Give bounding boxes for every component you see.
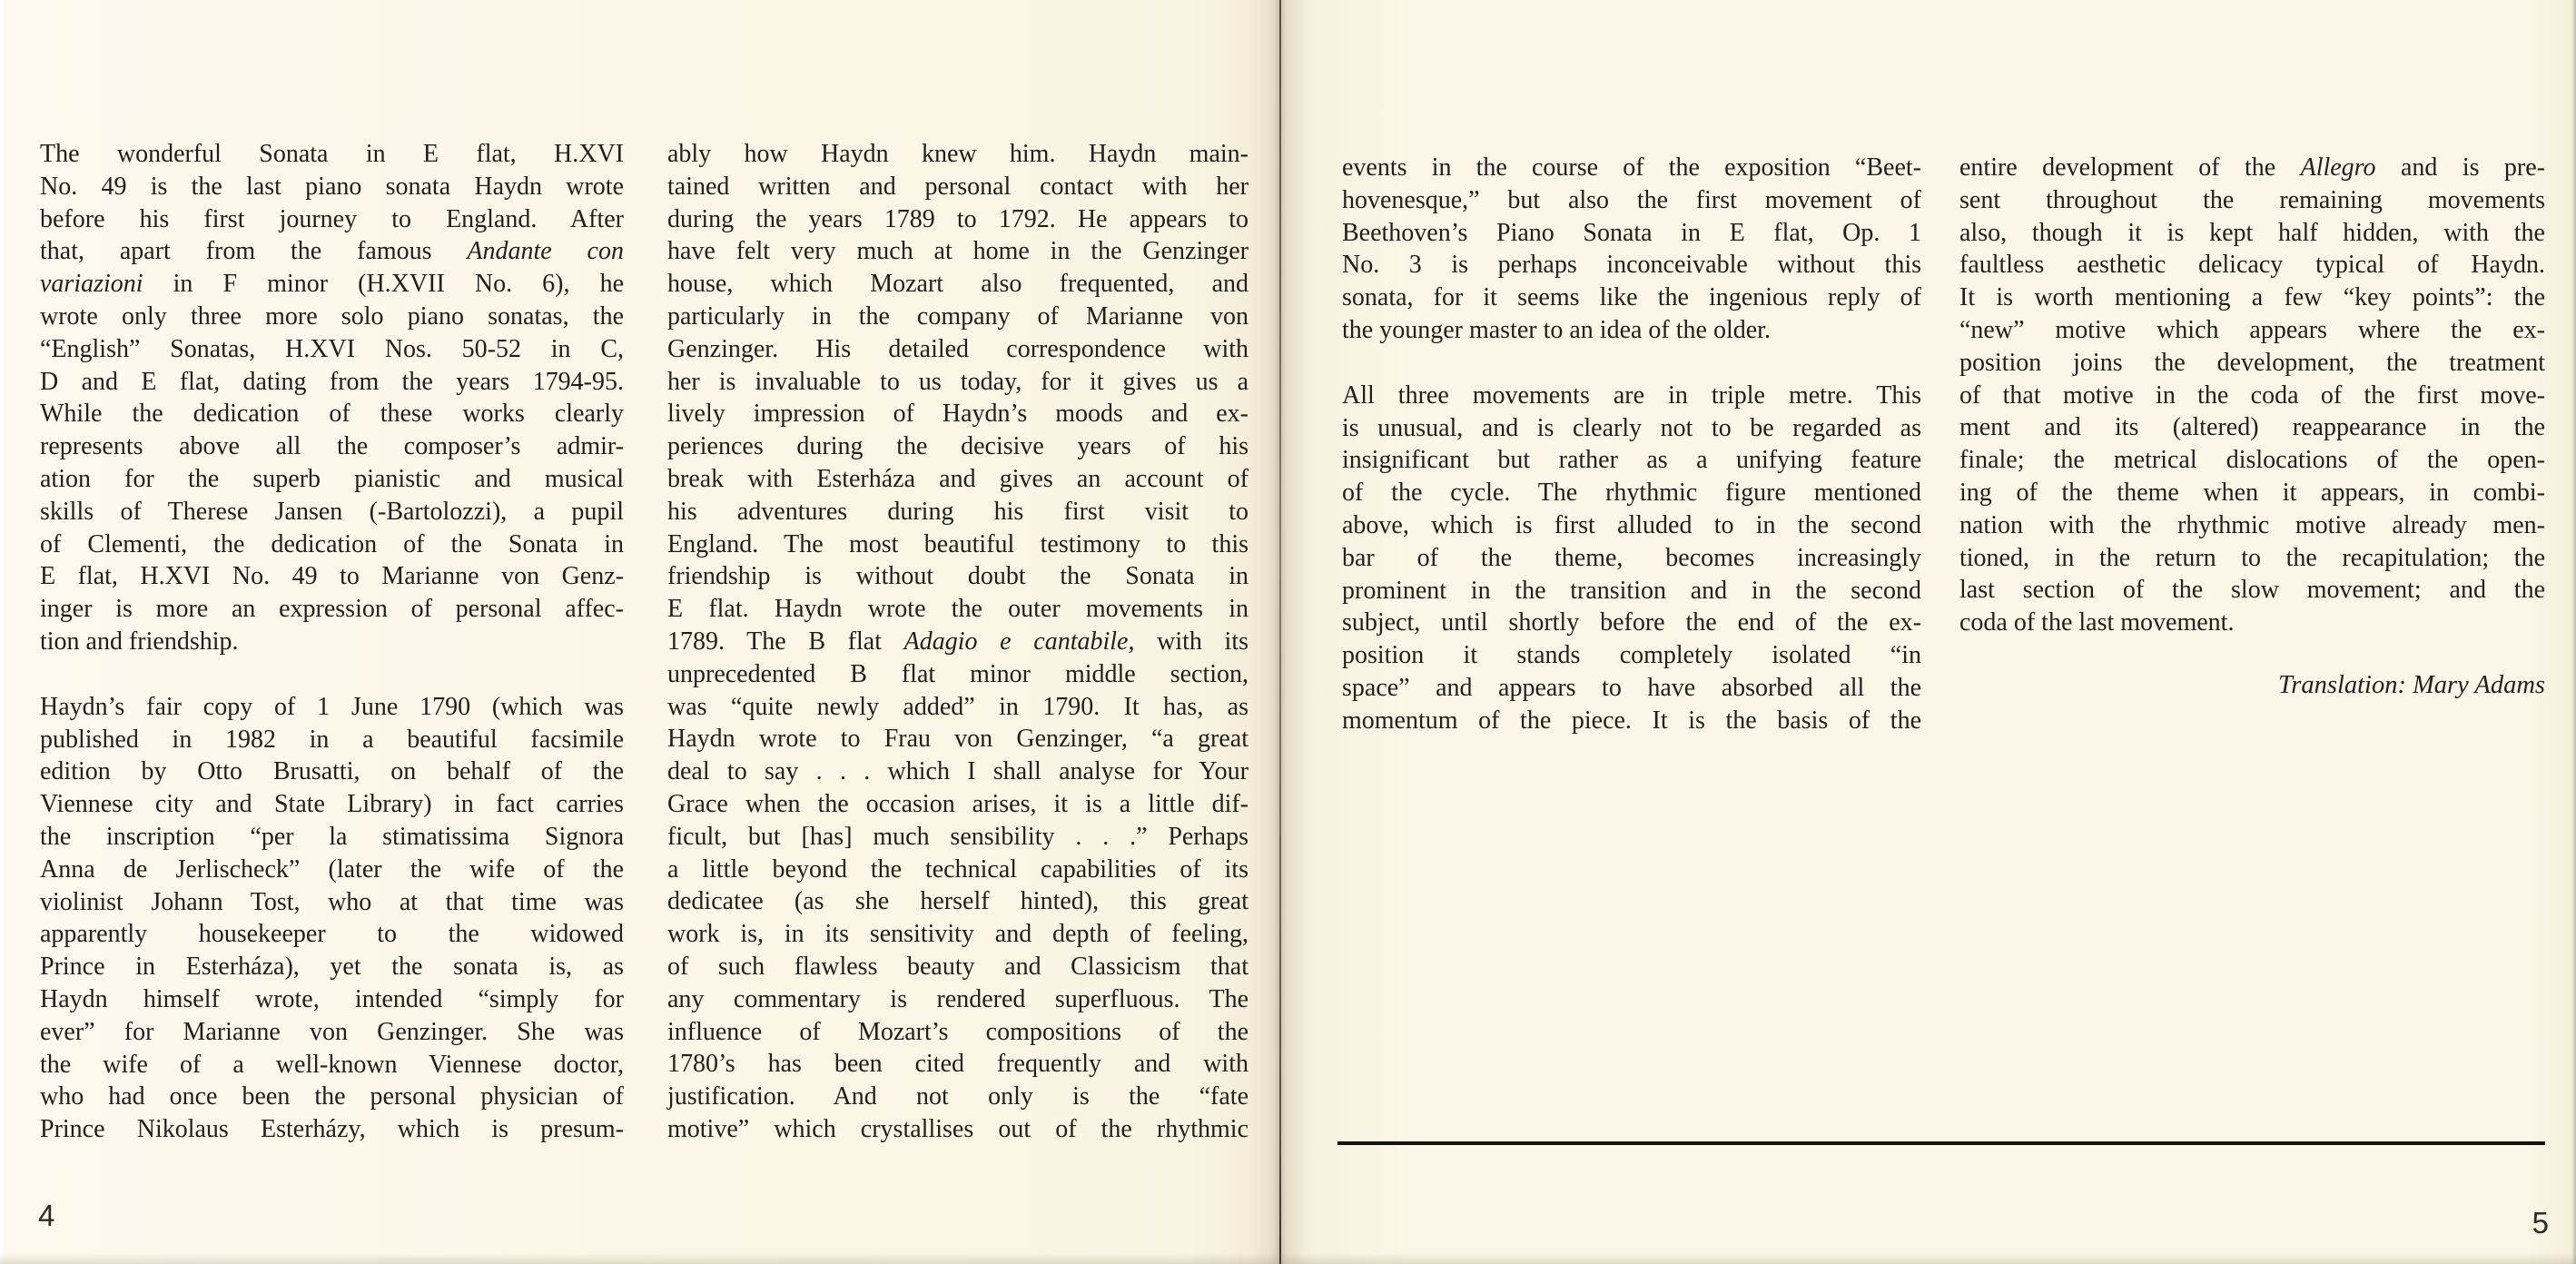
- text: entire development of the: [1959, 153, 2301, 182]
- text-line: [667, 983, 1249, 1016]
- text-line: [40, 886, 624, 919]
- text-line: [40, 691, 624, 724]
- text-line: [40, 593, 624, 626]
- text-line: [1342, 607, 1921, 639]
- text-line: [1959, 380, 2545, 412]
- text: ably how Haydn knew him. Haydn main-: [667, 140, 1249, 168]
- text: coda of the last movement.: [1959, 608, 2235, 637]
- text-line: [1959, 152, 2545, 184]
- scan-edge-right: [2571, 0, 2576, 1264]
- scan-edge-bottom: [0, 1253, 2576, 1264]
- text: in F minor (H.XVII No. 6), he: [143, 270, 624, 299]
- text: finale; the metrical dislocations of the open-: [1959, 446, 2545, 475]
- text: her is invaluable to us today, for it gives us a: [667, 367, 1249, 396]
- text: above, which is first alluded to in the second: [1342, 510, 1921, 539]
- paragraph: [1959, 152, 2545, 639]
- text: lively impression of Haydn’s moods and ex-: [667, 400, 1249, 429]
- text-line: [667, 268, 1249, 301]
- text-line: [667, 755, 1249, 788]
- text-line: [667, 301, 1249, 333]
- text-line: [667, 528, 1249, 561]
- text-line: [1342, 217, 1921, 250]
- text: ficult, but [has] much sensibility . . .” Perhaps: [667, 822, 1249, 851]
- text: “English” Sonatas, H.XVI Nos. 50-52 in C,: [40, 334, 624, 363]
- text: his adventures during his first visit to: [667, 497, 1249, 526]
- text: tion and friendship.: [40, 627, 239, 656]
- text-line: [40, 398, 624, 430]
- text-line: [1342, 249, 1921, 281]
- text-line: [1342, 477, 1921, 509]
- text: Haydn’s fair copy of 1 June 1790 (which was: [40, 692, 624, 721]
- text-line: [667, 788, 1249, 821]
- paragraph: [40, 691, 624, 1146]
- text: The wonderful Sonata in E flat, H.XVI: [40, 140, 624, 168]
- text-line: [1342, 184, 1921, 217]
- text: No. 3 is perhaps inconceivable without this: [1342, 251, 1921, 280]
- text-line: [1342, 281, 1921, 314]
- text: sent throughout the remaining movements: [1959, 185, 2545, 214]
- text-line: [1342, 314, 1921, 347]
- text-line: [1342, 705, 1921, 737]
- text-line: [667, 1048, 1249, 1081]
- text-line: [667, 1113, 1249, 1146]
- text-line: [40, 821, 624, 854]
- text: the wife of a well-known Viennese doctor,: [40, 1050, 624, 1079]
- text: faultless aesthetic delicacy typical of Haydn.: [1959, 251, 2545, 280]
- text: house, which Mozart also frequented, and: [667, 270, 1249, 299]
- text-line: [1342, 639, 1921, 672]
- text: space” and appears to have absorbed all the: [1342, 673, 1921, 702]
- text: nation with the rhythmic motive already men-: [1959, 510, 2545, 539]
- text-line: [1959, 314, 2545, 347]
- text-line: [667, 1016, 1249, 1049]
- text: ation for the superb pianistic and musical: [40, 464, 624, 493]
- text-line: [667, 366, 1249, 399]
- paragraph: [1342, 152, 1921, 347]
- text: justification. And not only is the “fate: [667, 1082, 1249, 1111]
- text: motive” which crystallises out of the rhythmic: [667, 1114, 1249, 1143]
- text-line: [40, 951, 624, 983]
- text: E flat, H.XVI No. 49 to Marianne von Genz-: [40, 562, 624, 591]
- text-line: [1342, 542, 1921, 575]
- text-line: [40, 626, 624, 658]
- text: represents above all the composer’s admir-: [40, 432, 624, 461]
- text: While the dedication of these works clearly: [40, 400, 624, 429]
- text-line: [40, 366, 624, 399]
- text: D and E flat, dating from the years 1794-95.: [40, 367, 624, 396]
- text-line: [667, 691, 1249, 724]
- text: particularly in the company of Marianne von: [667, 301, 1249, 331]
- text-line: [40, 1049, 624, 1081]
- text-line: [667, 1081, 1249, 1113]
- text-line: [40, 1016, 624, 1049]
- text: work is, in its sensitivity and depth of feeling,: [667, 920, 1249, 949]
- text: of Clementi, the dedication of the Sonata in: [40, 529, 624, 558]
- text-line: [667, 593, 1249, 626]
- text: sonata, for it seems like the ingenious reply of: [1342, 283, 1921, 312]
- text: skills of Therese Jansen (-Bartolozzi), a pupil: [40, 497, 624, 526]
- text-column-left-1: [40, 138, 624, 1146]
- text: break with Esterháza and gives an account of: [667, 464, 1249, 493]
- text: Beethoven’s Piano Sonata in E flat, Op. 1: [1342, 218, 1921, 247]
- text-line: [667, 658, 1249, 691]
- text: ment and its (altered) reappearance in the: [1959, 413, 2545, 442]
- text: Genzinger. His detailed correspondence with: [667, 334, 1249, 363]
- text: Haydn himself wrote, intended “simply for: [40, 984, 624, 1013]
- text: that, apart from the famous: [40, 237, 468, 266]
- text: No. 49 is the last piano sonata Haydn wrote: [40, 172, 624, 201]
- text-line: [1959, 607, 2545, 639]
- text: momentum of the piece. It is the basis of the: [1342, 706, 1921, 735]
- text: Anna de Jerlischeck” (later the wife of the: [40, 854, 624, 884]
- text-line: [1342, 412, 1921, 445]
- text: Prince Nikolaus Esterházy, which is presum-: [40, 1115, 624, 1144]
- text-line: [667, 463, 1249, 496]
- text-line: [1959, 347, 2545, 380]
- text-line: [1959, 509, 2545, 542]
- text: It is worth mentioning a few “key points”: the: [1959, 283, 2545, 312]
- text: Grace when the occasion arises, it is a little dif-: [667, 789, 1249, 818]
- text: dedicatee (as she herself hinted), this great: [667, 887, 1249, 916]
- text-line: [40, 528, 624, 561]
- text-line: [1342, 575, 1921, 607]
- text: of such flawless beauty and Classicism that: [667, 952, 1249, 981]
- text: prominent in the transition and in the second: [1342, 576, 1921, 605]
- text: “new” motive which appears where the ex-: [1959, 315, 2545, 344]
- text-line: [667, 138, 1249, 171]
- text: periences during the decisive years of his: [667, 432, 1249, 461]
- text: any commentary is rendered superfluous. The: [667, 984, 1249, 1013]
- text-line: [1959, 184, 2545, 217]
- text: position it stands completely isolated “in: [1342, 641, 1921, 670]
- text-line: [667, 723, 1249, 755]
- text-line: [40, 301, 624, 333]
- text-line: [667, 560, 1249, 593]
- text: who had once been the personal physician of: [40, 1082, 624, 1111]
- text-line: [40, 1081, 624, 1113]
- text-line: [667, 626, 1249, 658]
- text-line: [1342, 672, 1921, 705]
- text-line: [667, 235, 1249, 268]
- text-line: [667, 821, 1249, 854]
- text-line: [40, 496, 624, 528]
- text: edition by Otto Brusatti, on behalf of the: [40, 757, 624, 786]
- text-line: [40, 724, 624, 756]
- text-line: [40, 268, 624, 301]
- text: Prince in Esterháza), yet the sonata is, as: [40, 953, 624, 982]
- page-number-left: 4: [38, 1199, 56, 1232]
- text: position joins the development, the treatment: [1959, 348, 2545, 377]
- text: All three movements are in triple metre. This: [1342, 380, 1921, 410]
- text-line: [667, 918, 1249, 951]
- text-column-right-2: [1959, 152, 2545, 639]
- text-line: [40, 1113, 624, 1146]
- text: insignificant but rather as a unifying feature: [1342, 446, 1921, 475]
- italic-text: variazioni: [40, 270, 143, 299]
- text: unprecedented B flat minor middle section,: [667, 659, 1249, 688]
- text-line: [40, 463, 624, 496]
- text-line: [1959, 477, 2545, 509]
- text-line: [40, 138, 624, 171]
- text-line: [40, 755, 624, 788]
- text: was “quite newly added” in 1790. It has, as: [667, 692, 1249, 721]
- text: apparently housekeeper to the widowed: [40, 920, 624, 949]
- text-line: [40, 918, 624, 951]
- text-line: [667, 854, 1249, 886]
- text-line: [40, 560, 624, 593]
- text-line: [1959, 444, 2545, 477]
- text-line: [1959, 542, 2545, 575]
- text: the inscription “per la stimatissima Signora: [40, 822, 624, 851]
- text-line: [40, 854, 624, 886]
- paragraph: [667, 138, 1249, 1146]
- text-line: [1959, 574, 2545, 607]
- text-line: [1959, 281, 2545, 314]
- italic-text: Allegro: [2300, 153, 2376, 182]
- text: of that motive in the coda of the first move-: [1959, 380, 2545, 410]
- text-line: [1342, 509, 1921, 542]
- text: 1789. The B flat: [667, 627, 904, 656]
- text: wrote only three more solo piano sonatas, the: [40, 301, 624, 331]
- scan-edge-left: [0, 0, 6, 1264]
- text-line: [1959, 249, 2545, 281]
- text-line: [40, 430, 624, 463]
- text: influence of Mozart’s compositions of the: [667, 1017, 1249, 1046]
- text: published in 1982 in a beautiful facsimile: [40, 725, 624, 754]
- text: England. The most beautiful testimony to this: [667, 529, 1249, 558]
- text: have felt very much at home in the Genzinger: [667, 237, 1249, 266]
- text: with its: [1134, 627, 1249, 656]
- text-column-right-1: [1342, 152, 1921, 737]
- translation-credit: Translation: Mary Adams: [2277, 671, 2545, 699]
- text-line: [40, 235, 624, 268]
- text: bar of the theme, becomes increasingly: [1342, 543, 1921, 572]
- text: deal to say . . . which I shall analyse for Your: [667, 757, 1249, 786]
- italic-text: Adagio e cantabile,: [903, 627, 1135, 656]
- text: of the cycle. The rhythmic figure mentioned: [1342, 479, 1921, 508]
- text: tioned, in the return to the recapitulation; the: [1959, 543, 2545, 572]
- text: Viennese city and State Library) in fact carries: [40, 790, 624, 819]
- text-line: [1959, 411, 2545, 444]
- page-number-right: 5: [2532, 1206, 2550, 1239]
- text: a little beyond the technical capabilities of its: [667, 854, 1249, 884]
- text-line: [40, 203, 624, 236]
- divider-rule: [1337, 1141, 2545, 1145]
- text-line: [667, 951, 1249, 983]
- text: ever” for Marianne von Genzinger. She was: [40, 1017, 624, 1046]
- text-line: [667, 333, 1249, 366]
- text-line: [667, 171, 1249, 203]
- text-line: [40, 333, 624, 366]
- text-line: [1342, 444, 1921, 477]
- text: events in the course of the exposition “Beet-: [1342, 153, 1921, 182]
- text: hovenesque,” but also the first movement of: [1342, 185, 1921, 214]
- text: violinist Johann Tost, who at that time was: [40, 887, 624, 916]
- text-line: [1342, 380, 1921, 412]
- text: 1780’s has been cited frequently and with: [667, 1050, 1249, 1079]
- text: the younger master to an idea of the older.: [1342, 315, 1771, 344]
- text: inger is more an expression of personal affec-: [40, 595, 624, 624]
- italic-text: Andante con: [467, 237, 624, 266]
- paragraph: [40, 138, 624, 658]
- text: is unusual, and is clearly not to be regarded as: [1342, 413, 1921, 442]
- text: Haydn wrote to Frau von Genzinger, “a great: [667, 725, 1249, 754]
- text: friendship is without doubt the Sonata in: [667, 562, 1249, 591]
- text-line: [40, 983, 624, 1016]
- paragraph: [1342, 380, 1921, 737]
- text: last section of the slow movement; and the: [1959, 576, 2545, 605]
- text-line: [40, 788, 624, 821]
- text-line: [667, 430, 1249, 463]
- page-gutter-crease: [1279, 0, 1281, 1264]
- text: also, though it is kept half hidden, with the: [1959, 218, 2545, 247]
- text-line: [667, 398, 1249, 430]
- text: and is pre-: [2375, 153, 2545, 182]
- text: before his first journey to England. After: [40, 204, 624, 233]
- text: ing of the theme when it appears, in combi-: [1959, 478, 2545, 507]
- text-column-left-2: [667, 138, 1249, 1146]
- text: during the years 1789 to 1792. He appears to: [667, 204, 1249, 233]
- text-line: [667, 496, 1249, 528]
- text-line: [40, 171, 624, 203]
- text: tained written and personal contact with her: [667, 172, 1249, 201]
- text-line: [1959, 217, 2545, 250]
- text-line: [667, 885, 1249, 918]
- text-line: [1342, 152, 1921, 184]
- text: E flat. Haydn wrote the outer movements in: [667, 595, 1249, 624]
- text-line: [667, 203, 1249, 236]
- text: subject, until shortly before the end of the ex-: [1342, 608, 1921, 637]
